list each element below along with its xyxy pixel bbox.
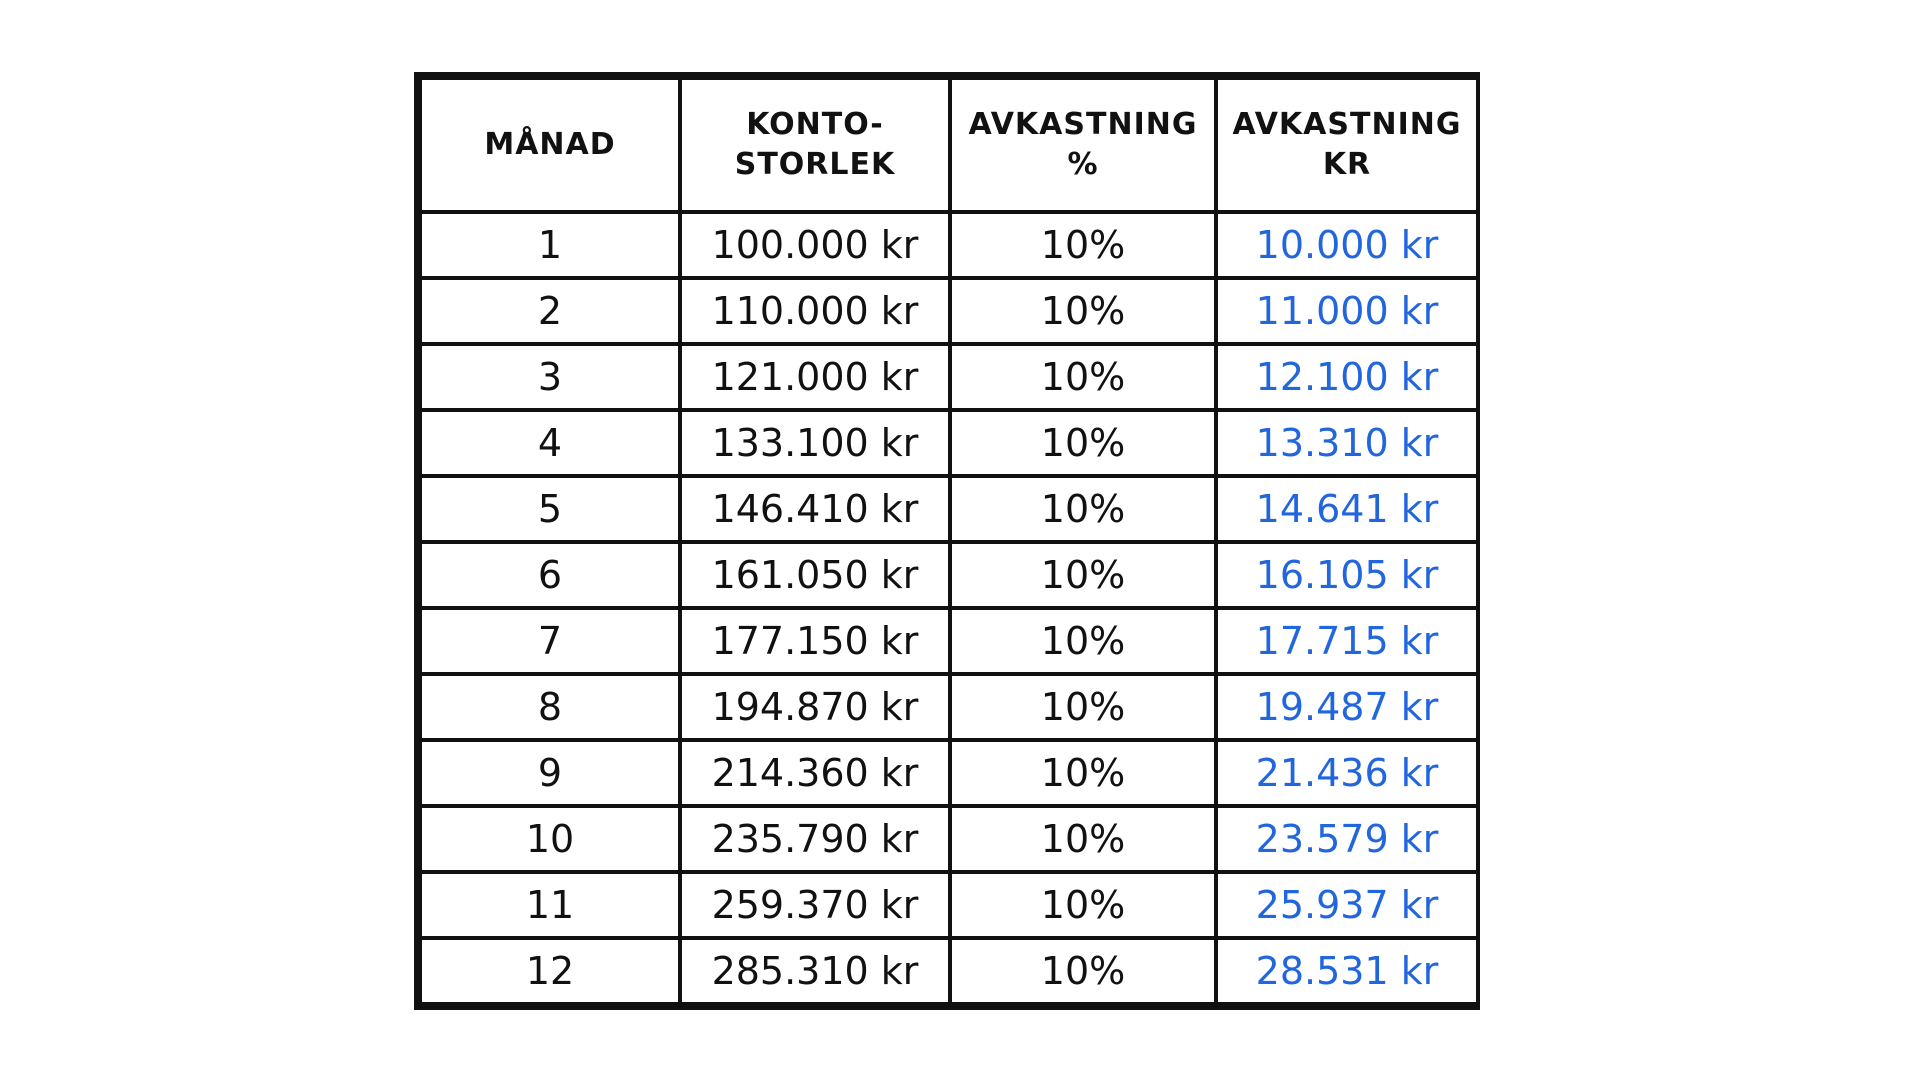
table-row [420, 872, 1478, 938]
header-return-percent [950, 78, 1216, 212]
cell-return-kr: 16.105 kr [1216, 542, 1478, 608]
cell-return-kr: 21.436 kr [1216, 740, 1478, 806]
cell-return-percent: 10% [950, 740, 1216, 806]
cell-return-kr: 11.000 kr [1216, 278, 1478, 344]
cell-month: 11 [420, 872, 680, 938]
cell-account-size: 235.790 kr [680, 806, 950, 872]
cell-return-percent: 10% [950, 278, 1216, 344]
cell-return-kr: 28.531 kr [1216, 938, 1478, 1004]
returns-table-container [414, 72, 1480, 1010]
cell-account-size: 100.000 kr [680, 212, 950, 278]
cell-account-size: 110.000 kr [680, 278, 950, 344]
cell-month: 3 [420, 344, 680, 410]
header-account-size [680, 78, 950, 212]
table-row [420, 608, 1478, 674]
table-row [420, 344, 1478, 410]
header-return-percent-line1: AVKASTNING [968, 106, 1198, 142]
header-month-line1: MÅNAD [484, 126, 616, 162]
cell-return-percent: 10% [950, 410, 1216, 476]
table-header-row [420, 78, 1478, 212]
cell-account-size: 146.410 kr [680, 476, 950, 542]
table-row [420, 278, 1478, 344]
header-account-size-line2: STORLEK [734, 147, 896, 182]
cell-return-percent: 10% [950, 938, 1216, 1004]
cell-return-kr: 19.487 kr [1216, 674, 1478, 740]
cell-account-size: 121.000 kr [680, 344, 950, 410]
header-return-percent-line2: % [1067, 147, 1099, 182]
cell-return-kr: 12.100 kr [1216, 344, 1478, 410]
cell-month: 2 [420, 278, 680, 344]
cell-account-size: 133.100 kr [680, 410, 950, 476]
table-row [420, 740, 1478, 806]
cell-return-kr: 14.641 kr [1216, 476, 1478, 542]
cell-month: 7 [420, 608, 680, 674]
cell-return-percent: 10% [950, 608, 1216, 674]
cell-account-size: 214.360 kr [680, 740, 950, 806]
header-return-kr [1216, 78, 1478, 212]
table-row [420, 212, 1478, 278]
cell-return-percent: 10% [950, 542, 1216, 608]
table-row [420, 410, 1478, 476]
cell-return-kr: 17.715 kr [1216, 608, 1478, 674]
cell-return-percent: 10% [950, 806, 1216, 872]
cell-account-size: 259.370 kr [680, 872, 950, 938]
cell-return-kr: 10.000 kr [1216, 212, 1478, 278]
cell-return-kr: 23.579 kr [1216, 806, 1478, 872]
cell-return-kr: 13.310 kr [1216, 410, 1478, 476]
cell-month: 12 [420, 938, 680, 1004]
header-return-kr-line2: KR [1322, 147, 1372, 182]
table-row [420, 938, 1478, 1004]
header-month [420, 78, 680, 212]
table-row [420, 806, 1478, 872]
cell-return-percent: 10% [950, 476, 1216, 542]
cell-return-kr: 25.937 kr [1216, 872, 1478, 938]
table-row [420, 476, 1478, 542]
cell-return-percent: 10% [950, 674, 1216, 740]
compound-returns-table [418, 76, 1480, 1006]
cell-month: 9 [420, 740, 680, 806]
cell-return-percent: 10% [950, 344, 1216, 410]
cell-account-size: 285.310 kr [680, 938, 950, 1004]
cell-return-percent: 10% [950, 872, 1216, 938]
cell-month: 6 [420, 542, 680, 608]
cell-month: 10 [420, 806, 680, 872]
header-return-kr-line1: AVKASTNING [1232, 106, 1462, 142]
cell-month: 8 [420, 674, 680, 740]
cell-account-size: 194.870 kr [680, 674, 950, 740]
table-row [420, 674, 1478, 740]
cell-account-size: 161.050 kr [680, 542, 950, 608]
cell-return-percent: 10% [950, 212, 1216, 278]
cell-month: 5 [420, 476, 680, 542]
cell-account-size: 177.150 kr [680, 608, 950, 674]
table-row [420, 542, 1478, 608]
cell-month: 1 [420, 212, 680, 278]
header-account-size-line1: KONTO- [746, 106, 884, 142]
cell-month: 4 [420, 410, 680, 476]
